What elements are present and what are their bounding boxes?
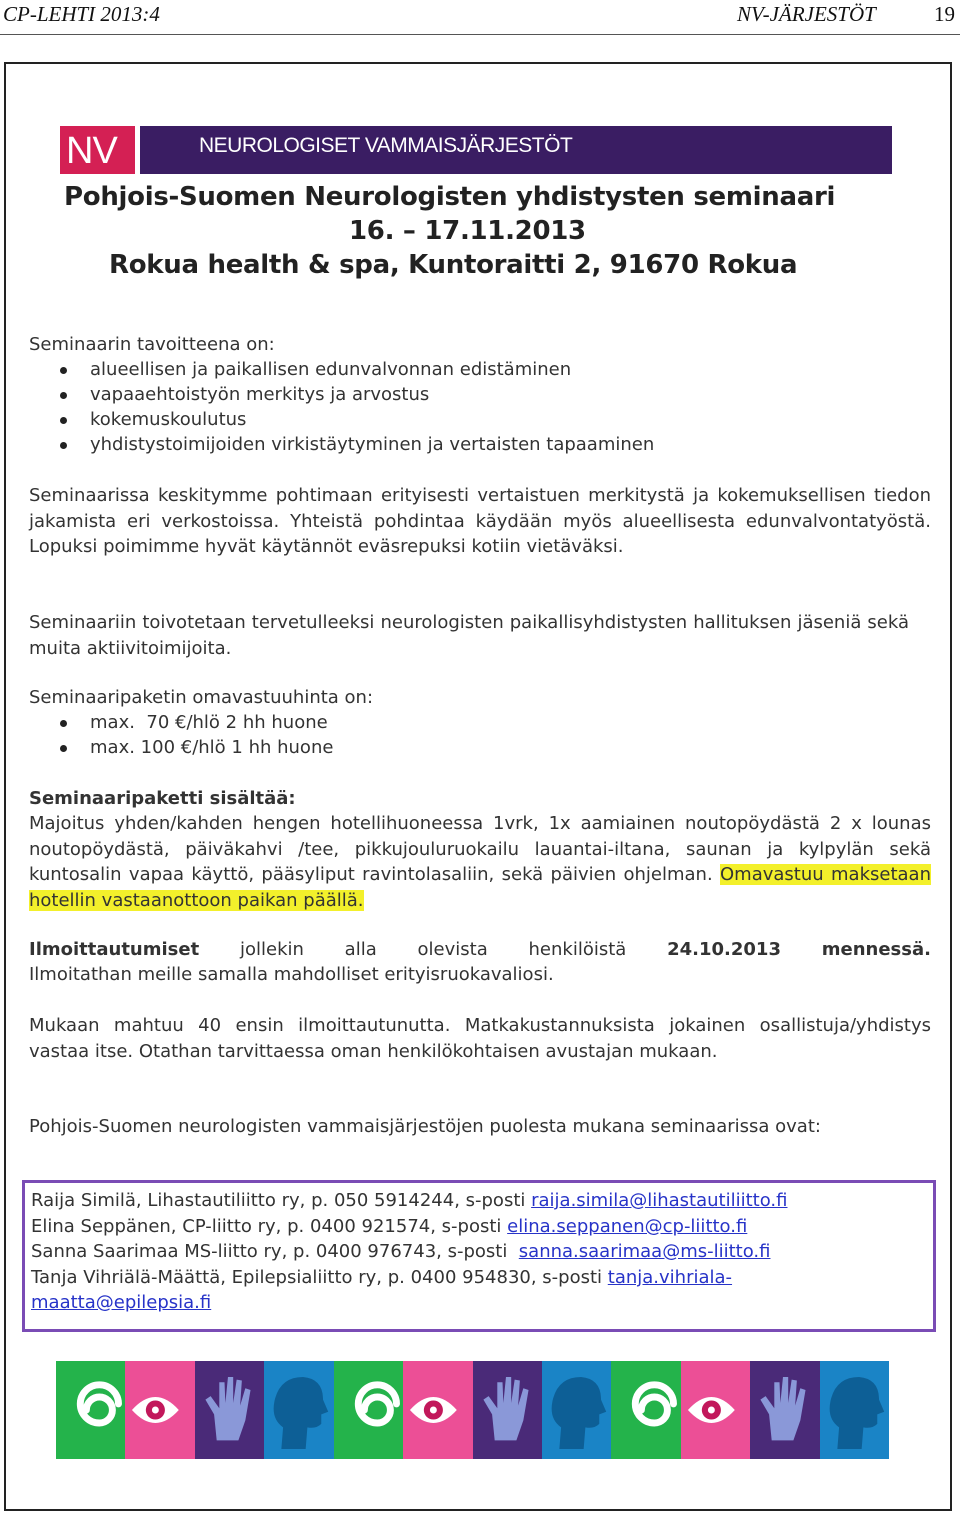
eye-icon — [681, 1361, 750, 1459]
bullet-icon — [60, 442, 67, 449]
diet-note: Ilmoitathan meille samalla mahdolliset erityisruokavaliosi. — [29, 964, 554, 985]
nv-logo-text: NV — [66, 130, 117, 172]
head-icon — [264, 1361, 333, 1459]
bullet-icon — [60, 392, 67, 399]
contact-row — [31, 1292, 211, 1313]
running-head — [0, 0, 960, 35]
hand-icon — [750, 1361, 819, 1459]
highlighted-note: Omavastuu maksetaan hotellin vastaanottoon paikan päällä. — [29, 864, 931, 911]
contact-row: Elina Seppänen, CP-liitto ry, p. 0400 921574, s-posti elina.seppanen@cp-liitto.fi — [31, 1216, 748, 1237]
contact-row: Tanja Vihriälä-Määttä, Epilepsialiitto ry, p. 0400 954830, s-posti tanja.vihriala- — [31, 1267, 733, 1288]
capacity-text: Mukaan mahtuu 40 ensin ilmoittautunutta. Matkakustannuksista jokainen osallistuja/yhdistys vastaa itse. Otathan tarvittaessa oman henkilökohtaisen avustajan mukaan. — [29, 1015, 931, 1062]
nv-logo — [60, 126, 135, 174]
email-link[interactable]: maatta@epilepsia.fi — [31, 1292, 212, 1313]
seminar-description: Seminaarissa keskitymme pohtimaan erityisesti vertaistuen merkitystä ja kokemuksellisen tiedon jakamista eri verkostoissa. Yhteistä pohdintaa käydään myös alueellisesta edunvalvontatyöstä. Lopuksi poimimme hyvät käytännöt eväsrepuksi kotiin vietäväksi. — [29, 485, 931, 557]
bullet-icon — [60, 417, 67, 424]
seminar-venue: Rokua health & spa, Kuntoraitti 2, 91670 Rokua — [109, 250, 798, 280]
goals-intro: Seminaarin tavoitteena on: — [29, 334, 275, 355]
price-intro: Seminaaripaketin omavastuuhinta on: — [29, 687, 374, 708]
head-icon — [542, 1361, 611, 1459]
package-contents: Majoitus yhden/kahden hengen hotellihuoneessa 1vrk, 1x aamiainen noutopöydästä 2 x lounas noutopöydästä, päiväkahvi /tee, pikkujouluruokailu lauantai-iltana, saunan ja kylpylän sekä kuntosalin vapaa käyttö, pääsyliput ravintolasaliin, sekä päivien ohjelman. Omavastuu maksetaan hotellin vastaanottoon paikan päällä. — [29, 813, 931, 911]
hand-icon — [195, 1361, 264, 1459]
contact-row: Sanna Saarimaa MS-liitto ry, p. 0400 976743, s-posti sanna.saarimaa@ms-liitto.fi — [31, 1241, 771, 1262]
hand-icon — [473, 1361, 542, 1459]
head-icon — [820, 1361, 889, 1459]
contacts-box — [22, 1180, 936, 1332]
email-link[interactable]: raija.simila@lihastautiliitto.fi — [531, 1190, 788, 1211]
bullet-icon — [60, 745, 67, 752]
seminar-title: Pohjois-Suomen Neurologisten yhdistysten seminaari — [64, 182, 836, 212]
page-number: 19 — [934, 2, 955, 26]
email-link[interactable]: sanna.saarimaa@ms-liitto.fi — [518, 1241, 771, 1262]
spiral-icon — [56, 1361, 125, 1459]
spiral-icon — [334, 1361, 403, 1459]
symbol-tiles — [56, 1361, 889, 1459]
magazine-issue: CP-LEHTI 2013:4 — [3, 2, 160, 26]
registration-label: Ilmoittautumiset — [29, 939, 200, 960]
organization-banner — [60, 126, 892, 174]
section-title: NV-JÄRJESTÖT — [737, 2, 876, 26]
eye-icon — [403, 1361, 472, 1459]
invitation-text: Seminaariin toivotetaan tervetulleeksi neurologisten paikallisyhdistysten hallituksen jäseniä sekä muita aktiivitoimijoita. — [29, 612, 909, 659]
email-link[interactable]: elina.seppanen@cp-liitto.fi — [507, 1216, 748, 1237]
contact-row: Raija Similä, Lihastautiliitto ry, p. 050 5914244, s-posti raija.simila@lihastautiliitto.fi — [31, 1190, 788, 1211]
organization-name: NEUROLOGISET VAMMAISJÄRJESTÖT — [199, 134, 573, 157]
organizers-intro: Pohjois-Suomen neurologisten vammaisjärjestöjen puolesta mukana seminaarissa ovat: — [29, 1116, 821, 1137]
logo-divider — [135, 126, 140, 174]
registration-line: Ilmoittautumiset jollekin alla olevista henkilöistä 24.10.2013 mennessä. — [29, 939, 931, 960]
email-link[interactable]: tanja.vihriala- — [607, 1267, 733, 1288]
bullet-icon — [60, 720, 67, 727]
registration-deadline: 24.10.2013 — [667, 939, 781, 960]
spiral-icon — [611, 1361, 680, 1459]
eye-icon — [125, 1361, 194, 1459]
package-heading: Seminaaripaketti sisältää: — [29, 788, 296, 809]
bullet-icon — [60, 367, 67, 374]
seminar-dates: 16. – 17.11.2013 — [349, 216, 586, 246]
